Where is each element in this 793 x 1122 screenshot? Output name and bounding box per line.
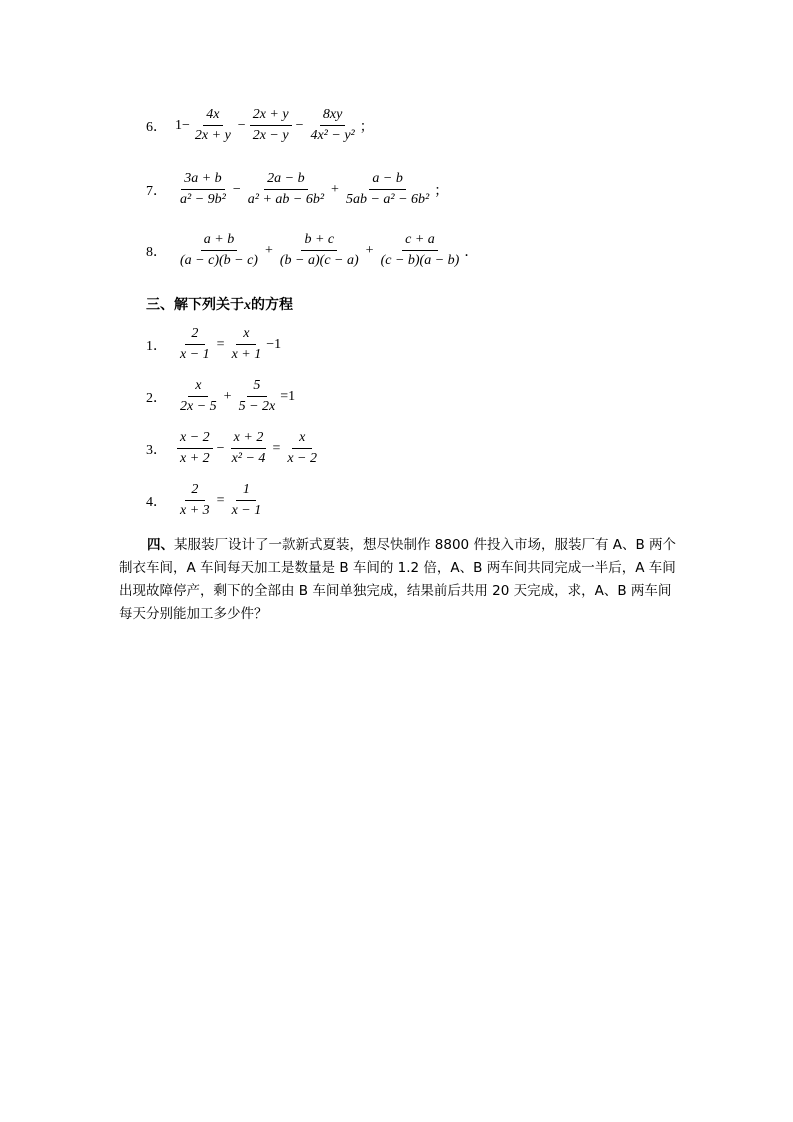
problem-number: 8． — [146, 244, 167, 260]
heading-text: 三、解下列关于 — [146, 297, 244, 313]
denominator: 2x + y — [194, 128, 231, 143]
fraction — [378, 231, 463, 270]
expression-tail: =1 — [280, 388, 296, 404]
denominator: a² − 9b² — [180, 192, 226, 207]
numerator: 3a + b — [181, 170, 224, 190]
numerator: b + c — [301, 231, 337, 251]
denominator: 2x − 5 — [180, 399, 217, 414]
denominator: 5ab − a² − 6b² — [345, 192, 430, 207]
operator: + — [264, 242, 273, 258]
fraction — [229, 429, 269, 468]
problem-number: 4． — [146, 494, 167, 510]
numerator: x — [292, 429, 312, 449]
operator: + — [331, 181, 339, 197]
numerator: x − 2 — [177, 429, 213, 449]
denominator: x + 3 — [180, 503, 210, 518]
equation-1 — [146, 325, 281, 364]
numerator: 4x — [203, 106, 223, 126]
denominator: x − 1 — [231, 503, 262, 518]
numerator: 2a − b — [264, 170, 307, 190]
fraction — [177, 231, 261, 270]
problem-7 — [146, 170, 448, 209]
problem-6 — [146, 106, 374, 145]
fraction — [284, 429, 320, 468]
problem-number: 2． — [146, 390, 167, 406]
denominator: x − 2 — [287, 451, 318, 466]
fraction — [245, 170, 327, 209]
numerator: 5 — [247, 377, 267, 397]
expression-tail: −1 — [266, 336, 282, 352]
problem-8 — [146, 231, 478, 270]
equation-2 — [146, 377, 295, 416]
fraction — [177, 377, 220, 416]
denominator: 5 − 2x — [238, 399, 276, 414]
numerator: a − b — [369, 170, 405, 190]
fraction — [277, 231, 362, 270]
section-3-heading — [146, 294, 293, 314]
operator: + — [223, 388, 232, 404]
denominator: x − 1 — [180, 347, 210, 362]
numerator: x — [188, 377, 208, 397]
numerator: c + a — [402, 231, 438, 251]
punctuation: ； — [434, 183, 449, 199]
fraction — [229, 481, 265, 520]
operator: − — [237, 117, 246, 133]
numerator: x + 2 — [231, 429, 267, 449]
numerator: 1 — [236, 481, 256, 501]
fraction — [192, 106, 234, 145]
denominator: 2x − y — [252, 128, 289, 143]
word-problem — [119, 534, 679, 626]
fraction — [307, 106, 357, 145]
fraction — [250, 106, 292, 145]
numerator: 8xy — [320, 106, 345, 126]
fraction — [236, 377, 279, 416]
numerator: 2 — [185, 325, 205, 345]
numerator: x — [236, 325, 256, 345]
word-problem-text: 某服装厂设计了一款新式夏装，想尽快制作 8800 件投入市场，服装厂有 A、B 两个制衣车间，A 车间每天加工是数量是 B 车间的 1.2 倍，A、B 两车间共同完成一半后，A 车间出现故障停产，剩下的全部由 B 车间单独完成，结果前后共用 20 天完成，求，A、B 两车间每天分别能加工多少件？ — [119, 537, 677, 622]
equals-sign: = — [216, 336, 225, 352]
fraction — [229, 325, 265, 364]
denominator: x + 1 — [231, 347, 262, 362]
problem-number: 6． — [146, 119, 167, 135]
fraction — [177, 325, 213, 364]
fraction — [177, 170, 229, 209]
denominator: x + 2 — [180, 451, 210, 466]
equals-sign: = — [272, 440, 281, 456]
numerator: 2 — [185, 481, 205, 501]
denominator: (c − b)(a − b) — [380, 253, 460, 268]
section-4-label: 四、 — [147, 537, 174, 553]
numerator: a + b — [201, 231, 237, 251]
problem-number: 7． — [146, 183, 167, 199]
numerator: 2x + y — [250, 106, 292, 126]
heading-variable: x — [244, 298, 251, 313]
denominator: (a − c)(b − c) — [180, 253, 258, 268]
problem-number: 3． — [146, 442, 167, 458]
punctuation: ． — [464, 244, 479, 260]
operator: − — [232, 181, 241, 197]
equation-4 — [146, 481, 266, 520]
heading-text: 的方程 — [251, 297, 293, 313]
expression-lead: 1− — [175, 117, 190, 133]
operator: + — [365, 242, 374, 258]
punctuation: ； — [359, 119, 374, 135]
denominator: (b − a)(c − a) — [279, 253, 359, 268]
denominator: x² − 4 — [231, 451, 266, 466]
denominator: a² + ab − 6b² — [247, 192, 325, 207]
denominator: 4x² − y² — [310, 128, 355, 143]
equals-sign: = — [216, 492, 225, 508]
fraction — [177, 481, 213, 520]
problem-number: 1． — [146, 338, 167, 354]
equation-3 — [146, 429, 322, 468]
fraction — [177, 429, 213, 468]
fraction — [343, 170, 432, 209]
operator: − — [216, 440, 225, 456]
operator: − — [295, 117, 304, 133]
